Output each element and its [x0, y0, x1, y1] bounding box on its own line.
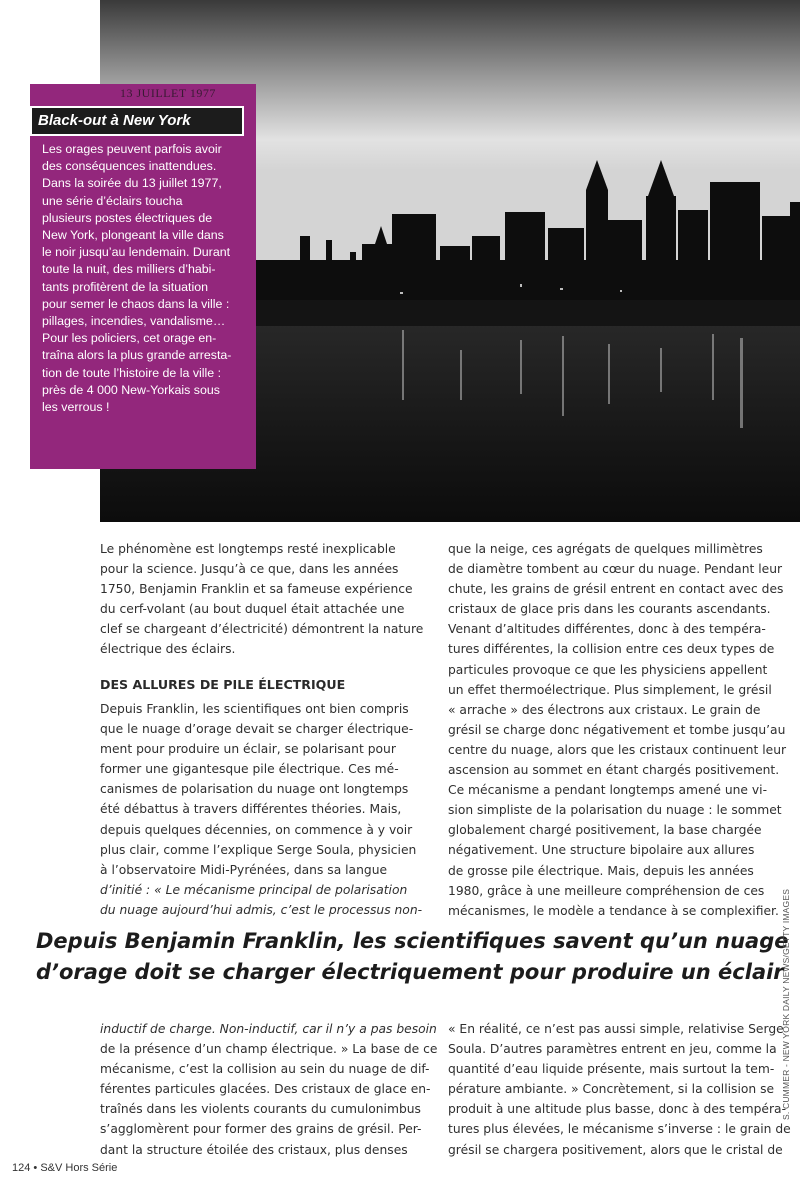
- article-line: pour la science. Jusqu’à ce que, dans les années: [100, 562, 399, 577]
- sidebar-line: près de 4 000 New-Yorkais sous: [42, 382, 220, 397]
- photo-credit: S. CUMMER - NEW YORK DAILY NEWS/GETTY IMAGES: [781, 888, 791, 1120]
- article-line: été débattus à travers différentes théories. Mais,: [100, 802, 402, 817]
- article-line: 1750, Benjamin Franklin et sa fameuse expérience: [100, 582, 413, 597]
- article-line: de grosse pile électrique. Mais, depuis les années: [448, 863, 754, 878]
- sidebar-box: [30, 84, 256, 469]
- article-line: tures différentes, la collision entre ces deux types de: [448, 642, 775, 657]
- sidebar-date: 13 JUILLET 1977: [120, 86, 216, 100]
- page-folio: 124 • S&V Hors Série: [12, 1162, 118, 1174]
- article-line: dant la structure étoilée des cristaux, plus denses: [100, 1142, 408, 1157]
- article-line: mécanisme, c’est la collision au sein du nuage de dif-: [100, 1062, 430, 1077]
- sidebar-line: Dans la soirée du 13 juillet 1977,: [42, 176, 222, 191]
- article-line: plus clair, comme l’explique Serge Soula, physicien: [100, 842, 417, 857]
- pull-quote-line: Depuis Benjamin Franklin, les scientifiques savent qu’un nuage: [36, 929, 789, 953]
- article-line: clef se chargeant d’électricité) démontrent la nature: [100, 622, 424, 637]
- sidebar-body: [42, 141, 254, 416]
- article-line: ascension au sommet en étant chargés positivement.: [448, 763, 780, 778]
- sidebar-line: tants profitèrent de la situation: [42, 279, 208, 294]
- sidebar-line: plusieurs postes électriques de: [42, 210, 213, 225]
- sidebar-line: toute la nuit, des milliers d’habi-: [42, 262, 216, 277]
- article-line: grésil se charge donc négativement et tombe jusqu’au: [448, 722, 786, 737]
- sidebar-line: tion de toute l’histoire de la ville :: [42, 365, 222, 380]
- article-line: d’initié : « Le mécanisme principal de polarisation: [100, 882, 408, 897]
- article-line: férentes particules glacées. Des cristaux de glace en-: [100, 1082, 431, 1097]
- sidebar-title: Black-out à New York: [38, 112, 191, 129]
- article-line: 1980, grâce à une meilleure compréhension de ces: [448, 883, 765, 898]
- article-line: « arrache » des électrons aux cristaux. Le grain de: [448, 702, 761, 717]
- article-line: traînés dans les violents courants du cumulonimbus: [100, 1102, 421, 1117]
- article-line: que la neige, ces agrégats de quelques millimètres: [448, 542, 763, 556]
- article-line: inductif de charge. Non-inductif, car il n’y a pas besoin: [100, 1022, 437, 1036]
- sidebar-line: le noir jusqu’au lendemain. Durant: [42, 245, 231, 260]
- sidebar-line: pillages, incendies, vandalisme…: [42, 314, 226, 329]
- article-line: du cerf-volant (au bout duquel était attachée une: [100, 602, 405, 617]
- sidebar-line: une série d’éclairs toucha: [42, 193, 183, 208]
- sidebar-line: des conséquences inattendues.: [42, 159, 217, 174]
- article-line: « En réalité, ce n’est pas aussi simple, relativise Serge: [448, 1022, 784, 1036]
- article-line: que le nuage d’orage devait se charger électrique-: [100, 722, 414, 737]
- article-line: mécanismes, le modèle a tendance à se complexifier.: [448, 903, 779, 918]
- sidebar-line: New York, plongeant la ville dans: [42, 228, 224, 243]
- article-column-left-top: [100, 539, 430, 660]
- article-line: cristaux de glace pris dans les courants ascendants.: [448, 602, 771, 617]
- article-line: globalement chargé positivement, la base chargée: [448, 823, 762, 838]
- sidebar-line: Pour les policiers, cet orage en-: [42, 331, 217, 346]
- pull-quote-line: d’orage doit se charger électriquement pour produire un éclair: [36, 960, 784, 984]
- article-line: électrique des éclairs.: [100, 642, 236, 657]
- sidebar-line: Les orages peuvent parfois avoir: [42, 142, 222, 156]
- article-line: de diamètre tombent au cœur du nuage. Pendant leur: [448, 562, 783, 577]
- article-line: Ce mécanisme a pendant longtemps amené une vi-: [448, 783, 768, 798]
- sidebar-line: les verrous !: [42, 400, 110, 415]
- article-line: pérature ambiante. » Concrètement, si la collision se: [448, 1082, 775, 1097]
- article-line: canismes de polarisation du nuage ont longtemps: [100, 782, 409, 797]
- article-line: depuis quelques décennies, on commence à y voir: [100, 822, 413, 837]
- article-line: un effet thermoélectrique. Plus simplement, le grésil: [448, 682, 772, 697]
- article-line: du nuage aujourd’hui admis, c’est le processus non-: [100, 902, 423, 917]
- article-line: sion simpliste de la polarisation du nuage : le sommet: [448, 803, 782, 818]
- article-line: s’agglomèrent pour former des grains de grésil. Per-: [100, 1122, 422, 1137]
- article-line: Depuis Franklin, les scientifiques ont bien compris: [100, 702, 409, 716]
- article-line: chute, les grains de grésil entrent en contact avec des: [448, 582, 784, 597]
- article-line: à l’observatoire Midi-Pyrénées, dans sa langue: [100, 862, 388, 877]
- article-line: former une gigantesque pile électrique. Ces mé-: [100, 762, 399, 777]
- article-line: négativement. Une structure bipolaire aux allures: [448, 843, 755, 858]
- article-line: centre du nuage, alors que les cristaux continuent leur: [448, 742, 787, 757]
- article-line: grésil se chargera positivement, alors que le cristal de: [448, 1142, 783, 1157]
- sidebar-line: pour semer le chaos dans la ville :: [42, 296, 230, 311]
- article-line: Le phénomène est longtemps resté inexplicable: [100, 542, 396, 556]
- sidebar-title-bar: [30, 106, 244, 136]
- article-line: Venant d’altitudes différentes, donc à des tempéra-: [448, 622, 766, 637]
- section-subheading: DES ALLURES DE PILE ÉLECTRIQUE: [100, 677, 346, 692]
- article-line: de la présence d’un champ électrique. » La base de ce: [100, 1042, 438, 1057]
- article-line: particules provoque ce que les physiciens appellent: [448, 662, 768, 677]
- article-line: ment pour produire un éclair, se polarisant pour: [100, 742, 396, 757]
- article-column-right-top: [448, 539, 787, 921]
- sidebar-line: traîna alors la plus grande arresta-: [42, 348, 232, 363]
- article-line: tures plus élevées, le mécanisme s’inverse : le grain de: [448, 1122, 791, 1137]
- article-column-right-bottom: [448, 1019, 791, 1160]
- pull-quote: [36, 926, 789, 988]
- article-line: quantité d’eau liquide présente, mais surtout la tem-: [448, 1062, 775, 1077]
- article-line: Soula. D’autres paramètres entrent en jeu, comme la: [448, 1042, 777, 1057]
- article-column-left-body: [100, 699, 430, 920]
- article-line: produit à une altitude plus basse, donc à des tempéra-: [448, 1102, 787, 1117]
- article-column-left-bottom: [100, 1019, 438, 1160]
